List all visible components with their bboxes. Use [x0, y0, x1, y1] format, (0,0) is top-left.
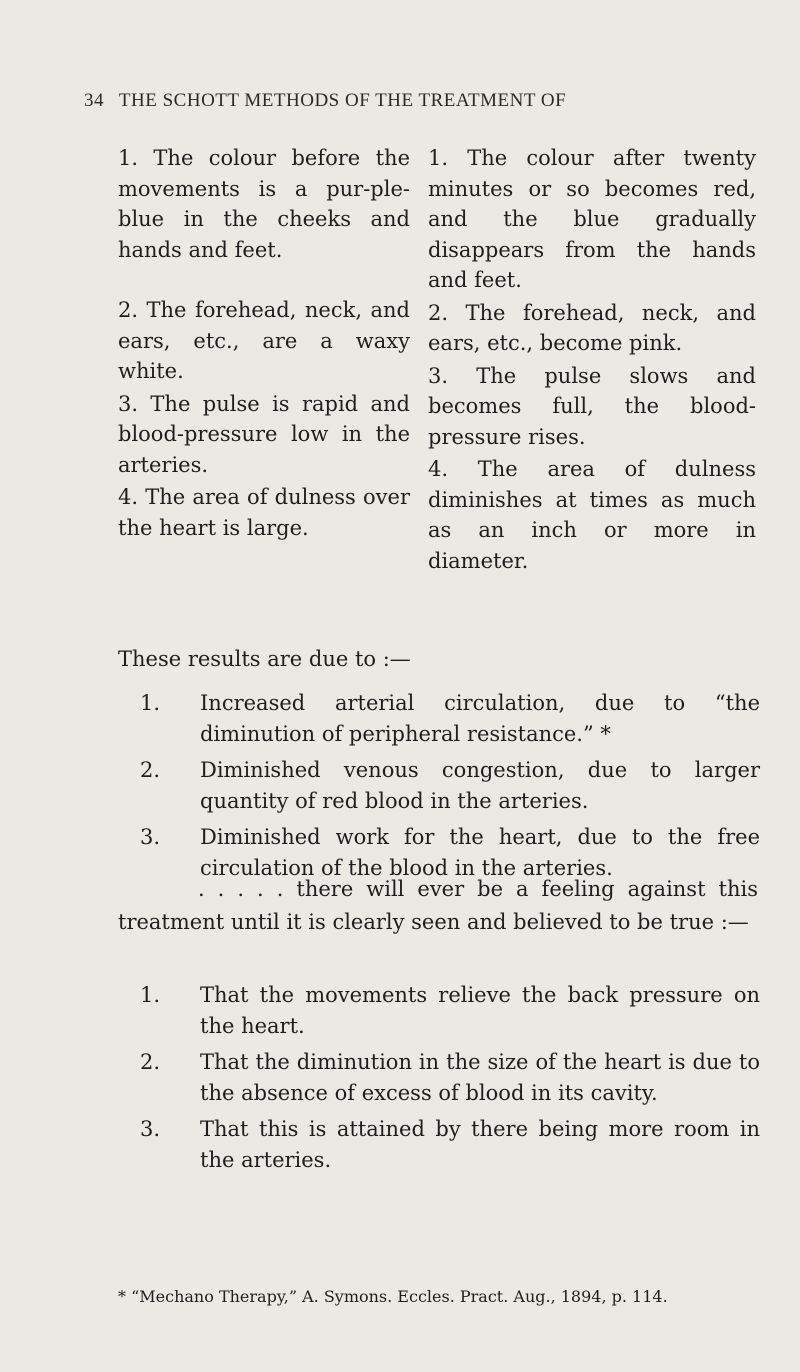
item-text: Diminished work for the heart, due to the free circulation of the blood in the arteries.: [200, 825, 760, 880]
after-column: [428, 143, 756, 576]
item-number: 3.: [140, 1117, 161, 1141]
item-text: That this is attained by there being more room in the arteries.: [200, 1117, 760, 1172]
running-header: [84, 90, 724, 112]
list-item: [140, 755, 760, 816]
truths-list: [140, 980, 760, 1175]
item-text: Increased arterial circulation, due to “the diminution of peripheral resistance.” *: [200, 691, 760, 746]
before-item-3: 3. The pulse is rapid and blood-pressure low in the arteries.: [118, 391, 410, 477]
page-number: 34: [84, 90, 104, 111]
paragraph-text: . . . . . there will ever be a feeling against this treatment until it is clearly seen and believed to be true :—: [118, 877, 758, 934]
item-number: 2.: [140, 1050, 161, 1074]
item-number: 2.: [140, 758, 161, 782]
item-number: 1.: [140, 983, 161, 1007]
footnote: * “Mechano Therapy,” A. Symons. Eccles. Pract. Aug., 1894, p. 114.: [118, 1287, 668, 1306]
results-list: [140, 688, 760, 883]
before-column: [118, 143, 410, 543]
before-item-4: 4. The area of dulness over the heart is large.: [118, 485, 410, 540]
after-item-4: 4. The area of dulness diminishes at times as much as an inch or more in diameter.: [428, 457, 756, 573]
item-text: That the diminution in the size of the heart is due to the absence of excess of blood in its cavity.: [200, 1050, 760, 1105]
item-text: That the movements relieve the back pressure on the heart.: [200, 983, 760, 1038]
list-item: [140, 688, 760, 749]
before-item-2: 2. The forehead, neck, and ears, etc., are a waxy white.: [118, 298, 410, 383]
item-number: 3.: [140, 825, 161, 849]
after-item-1: 1. The colour after twenty minutes or so becomes red, and the blue gradually disappears from the hands and feet.: [428, 146, 756, 292]
item-number: 1.: [140, 691, 161, 715]
list-item: [140, 1114, 760, 1175]
feeling-paragraph: [118, 873, 758, 939]
running-title: THE SCHOTT METHODS OF THE TREATMENT OF: [118, 90, 567, 111]
item-text: Diminished venous congestion, due to larger quantity of red blood in the arteries.: [200, 758, 760, 813]
before-item-1: 1. The colour before the movements is a pur-ple-blue in the cheeks and hands and feet.: [118, 146, 410, 262]
after-item-2: 2. The forehead, neck, and ears, etc., become pink.: [428, 300, 756, 355]
after-item-3: 3. The pulse slows and becomes full, the blood-pressure rises.: [428, 363, 756, 449]
list-item: [140, 1047, 760, 1108]
results-intro: These results are due to :—: [118, 647, 411, 671]
list-item: [140, 980, 760, 1041]
